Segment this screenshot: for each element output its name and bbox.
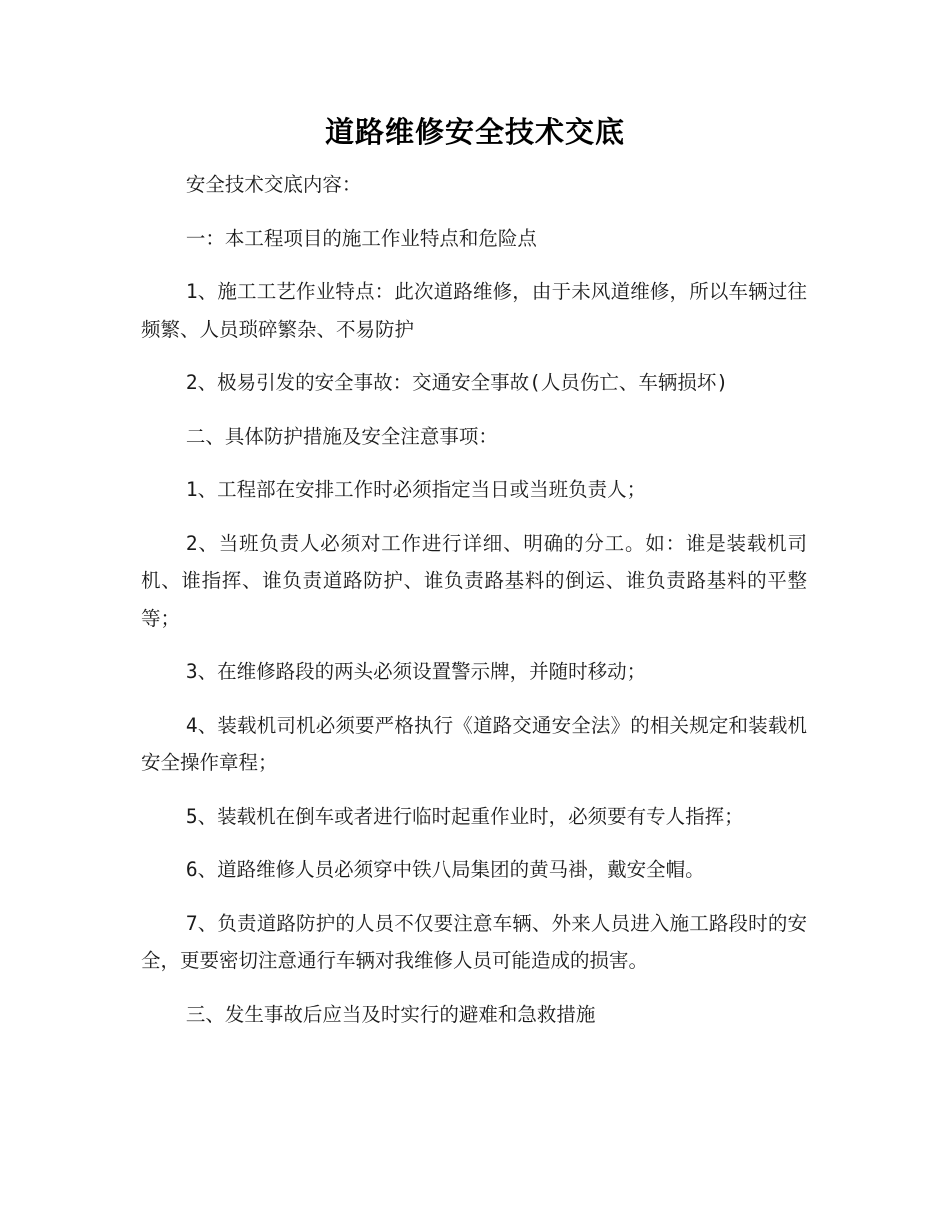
document-body [141,166,807,1049]
section-heading-3: 三、发生事故后应当及时实行的避难和急救措施 [185,1002,596,1026]
paragraph-2-4: 4、装载机司机必须要严格执行《道路交通安全法》的相关规定和装载机安全操作章程； [141,713,807,774]
section-heading-1: 一：本工程项目的施工作业特点和危险点 [185,226,537,250]
paragraph-2-2: 2、当班负责人必须对工作进行详细、明确的分工。如：谁是装载机司机、谁指挥、谁负责道路防护、谁负责路基料的倒运、谁负责路基料的平整等； [141,531,807,630]
document-title: 道路维修安全技术交底 [324,115,625,149]
paragraph-intro: 安全技术交底内容： [185,173,362,196]
paragraph-1-1: 1、施工工艺作业特点：此次道路维修，由于未风道维修，所以车辆过往频繁、人员琐碎繁杂、不易防护 [141,280,807,341]
section-heading-2: 二、具体防护措施及安全注意事项： [185,424,498,448]
paragraph-2-6: 6、道路维修人员必须穿中铁八局集团的黄马褂，戴安全帽。 [185,858,705,881]
paragraph-2-5: 5、装载机在倒车或者进行临时起重作业时，必须要有专人指挥； [185,804,744,828]
paragraph-2-7: 7、负责道路防护的人员不仅要注意车辆、外来人员进入施工路段时的安全，更要密切注意通行车辆对我维修人员可能造成的损害。 [141,911,807,972]
paragraph-2-3: 3、在维修路段的两头必须设置警示牌，并随时移动； [185,660,647,683]
paragraph-2-1: 1、工程部在安排工作时必须指定当日或当班负责人； [185,478,647,501]
paragraph-1-2: 2、极易引发的安全事故：交通安全事故(人员伤亡、车辆损坏) [185,371,729,394]
